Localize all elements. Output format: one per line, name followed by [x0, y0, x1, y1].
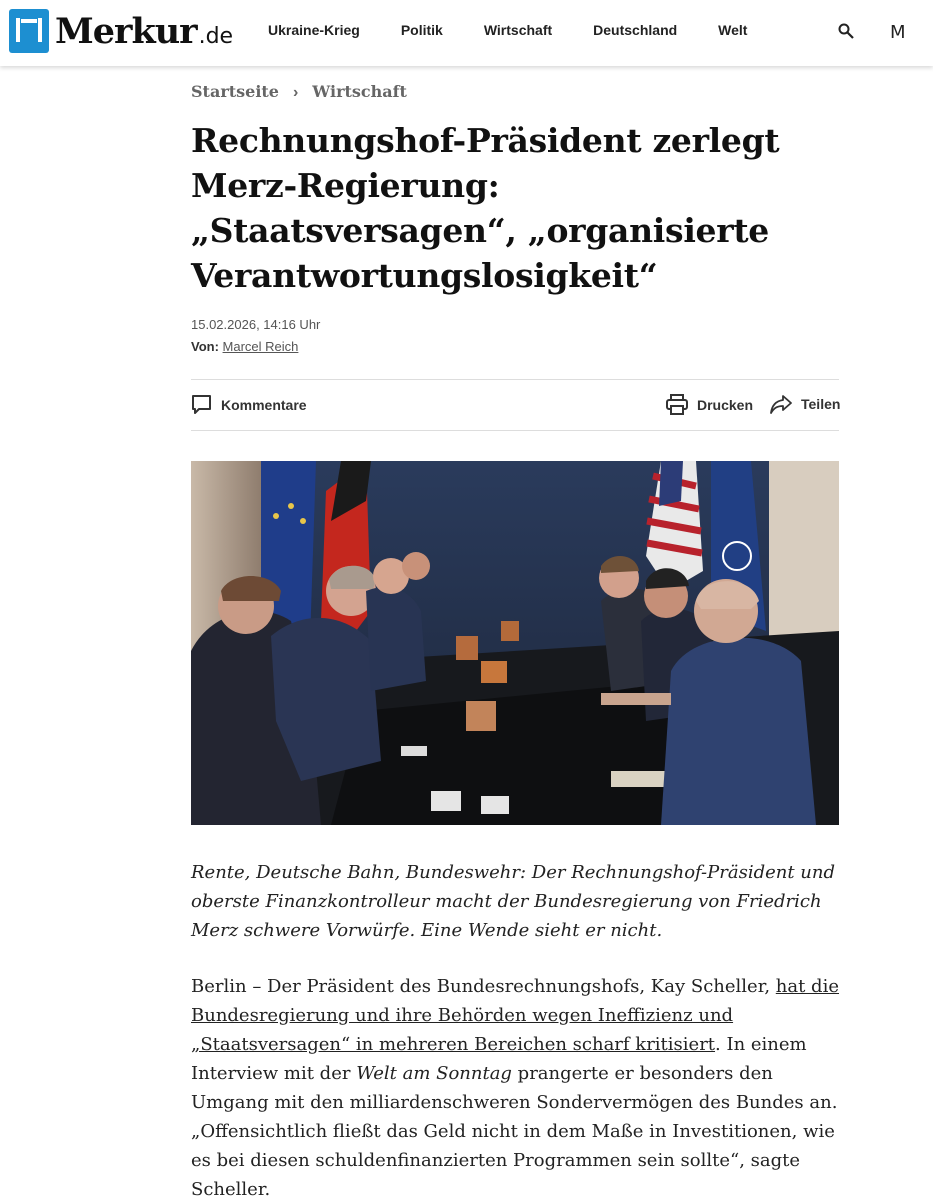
breadcrumb-section[interactable]: Wirtschaft [312, 82, 407, 101]
article-author [191, 339, 298, 354]
author-label: Von: [191, 339, 219, 354]
newspaper-name: Welt am Sonntag [356, 1063, 512, 1084]
search-icon[interactable] [838, 23, 854, 39]
main-nav [268, 22, 788, 38]
logo-name: Merkur [55, 10, 197, 52]
menu-m-icon[interactable]: M [890, 22, 906, 43]
chevron-right-icon: › [292, 84, 299, 101]
article-toolbar [191, 379, 839, 431]
nav-item-ukraine-krieg[interactable]: Ukraine-Krieg [268, 22, 360, 38]
nav-item-deutschland[interactable]: Deutschland [593, 22, 678, 38]
share-label: Teilen [801, 396, 841, 412]
share-arrow-icon [770, 394, 792, 414]
top-navigation-bar [0, 0, 933, 66]
breadcrumb [191, 82, 407, 102]
comment-icon [191, 394, 212, 415]
nav-item-politik[interactable]: Politik [400, 22, 443, 38]
paragraph-text-2: . In einem Interview mit der [191, 1034, 807, 1084]
printer-icon [666, 394, 688, 415]
merkur-logo[interactable] [9, 6, 233, 56]
paragraph-text-1: Berlin – Der Präsident des Bundesrechnungshofs, Kay Scheller, [191, 976, 776, 997]
breadcrumb-home[interactable]: Startseite [191, 82, 279, 101]
author-link[interactable]: Marcel Reich [222, 339, 299, 354]
share-button[interactable] [770, 394, 840, 414]
nav-item-wirtschaft[interactable]: Wirtschaft [483, 22, 553, 38]
comments-label: Kommentare [221, 396, 307, 413]
article-hero-image[interactable] [191, 461, 839, 825]
article-date: 15.02.2026, 14:16 Uhr [191, 317, 321, 332]
article-title: Rechnungshof-Präsident zerlegt Merz-Regierung: „Staatsversagen“, „organisierte Verantwortungslosigkeit“ [191, 121, 780, 295]
merkur-logo-icon [9, 9, 49, 53]
paragraph-text-3: prangerte er besonders den Umgang mit den milliardenschweren Sondervermögen des Bundes an. „Offensichtlich fließt das Geld nicht in dem Maße in Investitionen, wie es bei diesen schuldenfinanzierten Programmen sein sollte“, sagte Scheller. [191, 1063, 838, 1200]
nav-item-welt[interactable]: Welt [718, 22, 748, 38]
print-label: Drucken [697, 396, 754, 413]
print-button[interactable] [666, 394, 753, 415]
comments-button[interactable] [191, 394, 307, 415]
logo-tld: .de [198, 23, 234, 49]
article-paragraph [191, 972, 839, 1204]
article-lead: Rente, Deutsche Bahn, Bundeswehr: Der Rechnungshof-Präsident und oberste Finanzkontrolleur macht der Bundesregierung von Friedrich Merz schwere Vorwürfe. Eine Wende sieht er nicht. [191, 862, 836, 941]
article-inline-link[interactable]: hat die Bundesregierung und ihre Behörden wegen Ineffizienz und „Staatsversagen“ in mehreren Bereichen scharf kritisiert [191, 976, 839, 1055]
